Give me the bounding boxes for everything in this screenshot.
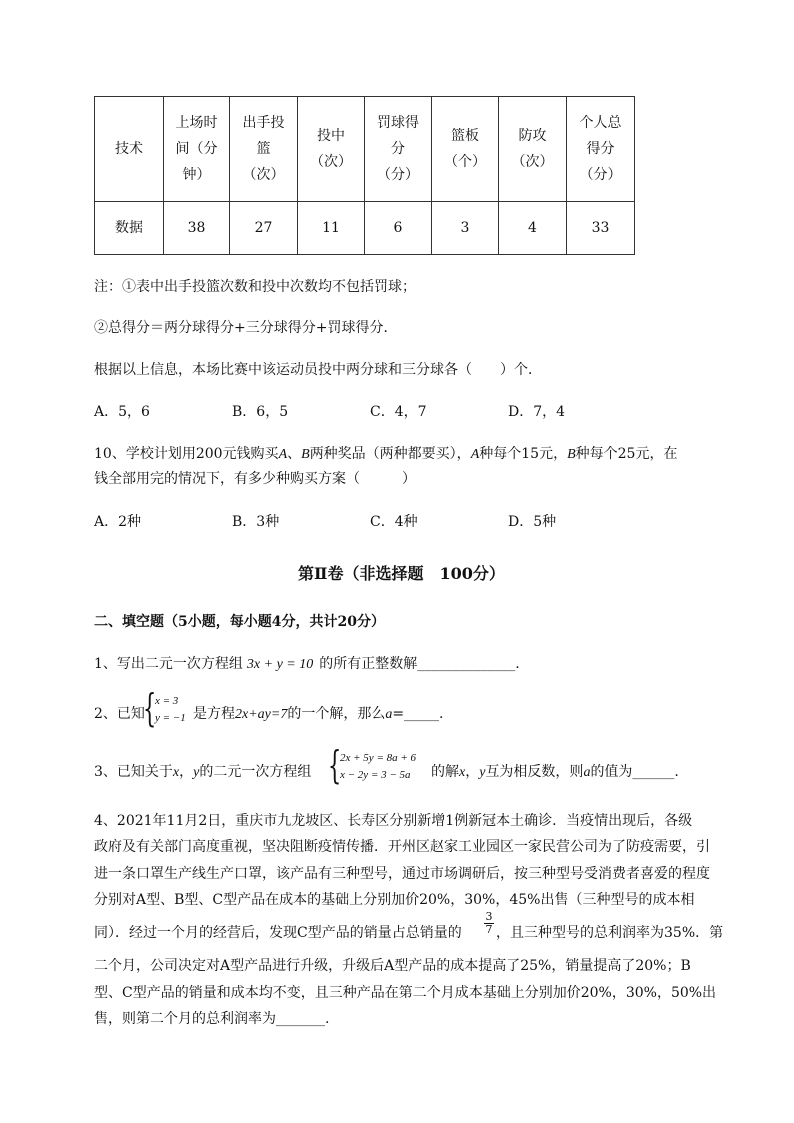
fill3-system <box>340 750 416 784</box>
fill2-var: a <box>385 707 393 722</box>
table-header-row <box>95 97 635 202</box>
fill3-rest <box>431 761 679 781</box>
note-2: ②总得分＝两分球得分+三分球得分+罚球得分． <box>94 320 398 336</box>
q10-var-a: A <box>278 447 288 462</box>
fill1-suffix: 的所有正整数解______________. <box>319 656 520 672</box>
q9-question: 根据以上信息，本场比赛中该运动员投中两分球和三分球各（ ）个． <box>94 362 542 378</box>
q10-text: 种每个 <box>575 446 618 462</box>
q10-var-b: B <box>567 447 576 462</box>
fill3-var-y: y <box>479 765 486 780</box>
fill2-text: 的一个解，那么 <box>287 706 386 722</box>
q9-option-d[interactable]: D．7，4 <box>508 404 566 420</box>
q9-option-c[interactable]: C．4，7 <box>370 404 427 420</box>
q9-option-b[interactable]: B．6，5 <box>232 404 289 420</box>
q10-option-b[interactable]: B．3种 <box>232 514 280 530</box>
fill3-text: 互为相反数，则 <box>485 764 584 780</box>
row-label-cell: 数据 <box>95 202 164 255</box>
q10-option-a[interactable]: A．2种 <box>94 514 142 530</box>
q10-text: 、 <box>287 446 302 462</box>
fill3-text: 3、已知关于 <box>94 764 173 780</box>
fill3-eq1: 2x + 5y = 8a + 6 <box>340 752 417 764</box>
fill2-text: 是方程 <box>193 706 235 722</box>
data-cell: 4 <box>499 202 567 255</box>
data-cell: 3 <box>432 202 499 255</box>
fill1-equation: 3x + y = 10 <box>246 657 314 672</box>
fill2-rest <box>193 703 444 723</box>
fill2-blank: =_____. <box>392 706 444 722</box>
fill3-var-a: a <box>583 765 591 780</box>
q10-price-b: 25 <box>617 446 636 462</box>
header-cell: 上场时 间（分 钟） <box>164 97 230 202</box>
q10-text: 10、学校计划用 <box>94 446 196 462</box>
q10-var-a: A <box>470 447 480 462</box>
q10-price-a: 15 <box>521 446 540 462</box>
q10-line2: 钱全部用完的情况下，有多少种购买方案（ ） <box>94 471 416 487</box>
fill4-line7: 型、C型产品的销量和成本均不变，且三种产品在第二个月成本基础上分别加价20%，30%，50%出 <box>94 985 717 1001</box>
fill3-var-x: x <box>172 765 180 780</box>
q10-text: 元， <box>539 446 568 462</box>
q10-line1 <box>94 443 677 463</box>
fill2-eq2: y = −1 <box>155 712 186 724</box>
data-cell: 11 <box>298 202 365 255</box>
header-cell: 个人总 得分 （分） <box>567 97 635 202</box>
fill3-prefix <box>94 761 311 781</box>
fill4-line1: 4、2021年11月2日，重庆市九龙坡区、长寿区分别新增1例新冠本土确诊．当疫情出现后，各级 <box>94 813 693 829</box>
fill1-prefix: 1、写出二元一次方程组 <box>94 656 243 672</box>
fill3-var-x: x <box>459 765 466 780</box>
fill4-line2: 政府及有关部门高度重视，坚决阻断疫情传播．开州区赵家工业园区一家民营公司为了防疫需要，引 <box>94 839 710 855</box>
fill4-line5b: ，且三种型号的总利润率为35%．第 <box>496 925 724 941</box>
q10-option-d[interactable]: D．5种 <box>508 514 557 530</box>
fill4-line5a: 同）．经过一个月的经营后，发现C型产品的销量占总销量的 <box>94 925 462 941</box>
fill4-line4: 分别对A型、B型、C型产品在成本的基础上分别加价20%，30%，45%出售（三种型号的成本相 <box>94 892 695 908</box>
fill2-system <box>155 693 186 727</box>
fill3-eq2: x − 2y = 3 − 5a <box>340 769 411 781</box>
stats-table <box>94 96 635 255</box>
fill1-line <box>94 653 520 673</box>
q10-money: 200 <box>195 446 223 462</box>
fill4-line3: 进一条口罩生产线生产口罩，该产品有三种型号，通过市场调研后，按三种型号受消费者喜爱的程度 <box>94 866 710 882</box>
header-cell: 防攻 （次） <box>499 97 567 202</box>
section2-title: 二、填空题（5小题，每小题4分，共计20分） <box>94 614 385 630</box>
header-cell: 投中 （次） <box>298 97 365 202</box>
fill3-text: 的解 <box>431 764 459 780</box>
part2-title: 第Ⅱ卷（非选择题 100分） <box>298 564 505 583</box>
fill3-text: 的二元一次方程组 <box>199 764 312 780</box>
fill3-blank: 的值为______. <box>590 764 679 780</box>
fill2-equation: 2x+ay=7 <box>235 707 288 722</box>
q10-var-b: B <box>301 447 310 462</box>
header-cell: 罚球得 分 （分） <box>365 97 432 202</box>
data-cell: 6 <box>365 202 432 255</box>
q10-text: 元钱购买 <box>222 446 279 462</box>
header-cell: 出手投 篮 （次） <box>230 97 298 202</box>
data-cell: 27 <box>230 202 298 255</box>
q10-text: 两种奖品（两种都要买）， <box>309 446 471 462</box>
fill3-brace: { <box>328 743 342 787</box>
header-cell: 技术 <box>95 97 164 202</box>
q10-text: 元，在 <box>635 446 678 462</box>
fill4-line6: 二个月，公司决定对A型产品进行升级，升级后A型产品的成本提高了25%，销量提高了20%；B <box>94 958 691 974</box>
note-1: 注：①表中出手投篮次数和投中次数均不包括罚球； <box>94 279 416 295</box>
fill3-text: ， <box>465 764 480 780</box>
fill2-eq1: x = 3 <box>155 695 179 707</box>
fill2-prefix: 2、已知 <box>94 706 145 722</box>
table-row <box>95 202 635 255</box>
data-cell: 38 <box>164 202 230 255</box>
q10-text: 种每个 <box>479 446 522 462</box>
fraction-denominator: 7 <box>485 923 493 936</box>
q9-option-a[interactable]: A．5，6 <box>94 404 150 420</box>
fill3-var-y: y <box>193 765 200 780</box>
data-cell: 33 <box>567 202 635 255</box>
header-cell: 篮板 （个） <box>432 97 499 202</box>
fill4-fraction <box>484 911 494 936</box>
fill2-brace: { <box>143 686 157 730</box>
fraction-numerator: 3 <box>485 910 493 923</box>
q10-option-c[interactable]: C．4种 <box>370 514 418 530</box>
fill3-text: ， <box>179 764 194 780</box>
fill4-line8: 售，则第二个月的总利润率为_______. <box>94 1011 330 1027</box>
